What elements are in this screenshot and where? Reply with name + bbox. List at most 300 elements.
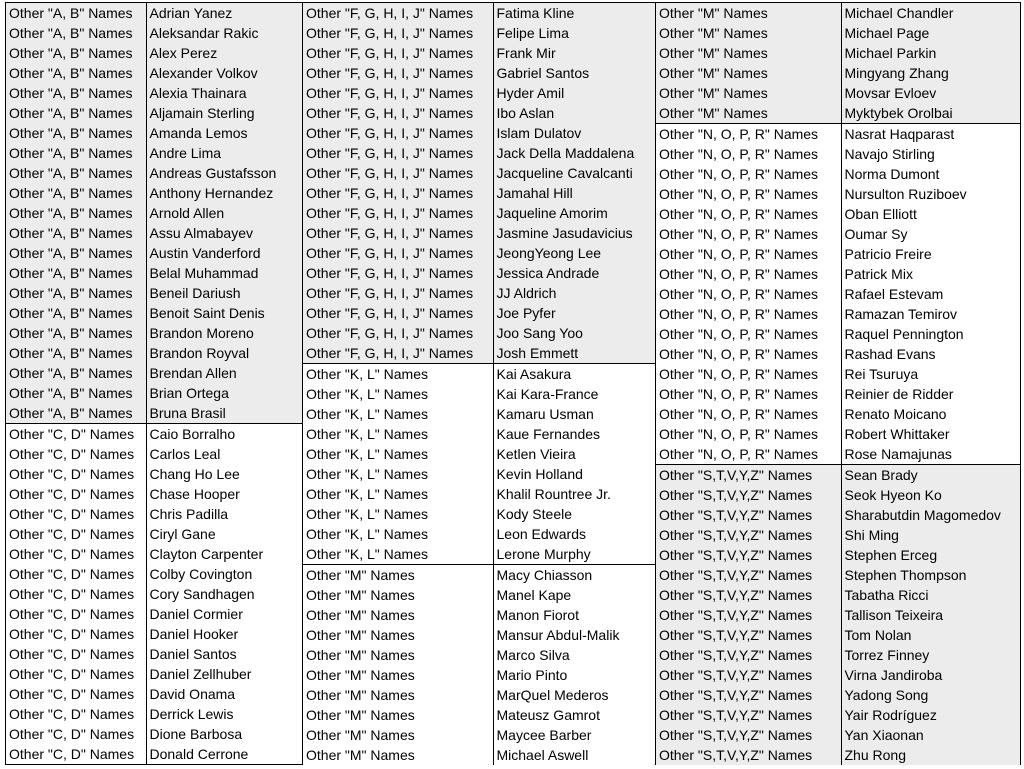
column-group-3: [655, 2, 1021, 765]
table-row: [656, 43, 1020, 63]
category-cell[interactable]: Other "N, O, P, R" Names: [656, 284, 841, 304]
category-cell[interactable]: Other "N, O, P, R" Names: [656, 224, 841, 244]
name-cell[interactable]: JJ Aldrich: [493, 283, 655, 303]
category-cell[interactable]: Other "A, B" Names: [6, 263, 146, 283]
table-row: [303, 163, 655, 183]
table-row: [656, 284, 1020, 304]
name-cell[interactable]: Macy Chiasson: [493, 565, 655, 585]
name-cell[interactable]: Jaqueline Amorim: [493, 203, 655, 223]
category-cell[interactable]: Other "F, G, H, I, J" Names: [303, 83, 493, 103]
category-cell[interactable]: Other "F, G, H, I, J" Names: [303, 243, 493, 263]
name-cell[interactable]: Felipe Lima: [493, 23, 655, 43]
name-cell[interactable]: Kaue Fernandes: [493, 424, 655, 444]
name-cell[interactable]: Andreas Gustafsson: [146, 163, 302, 183]
category-cell[interactable]: Other "S,T,V,Y,Z" Names: [656, 625, 841, 645]
name-cell[interactable]: Brandon Moreno: [146, 323, 302, 343]
name-cell[interactable]: Reinier de Ridder: [841, 384, 1020, 404]
category-cell[interactable]: Other "S,T,V,Y,Z" Names: [656, 585, 841, 605]
category-cell[interactable]: Other "F, G, H, I, J" Names: [303, 63, 493, 83]
category-cell[interactable]: Other "N, O, P, R" Names: [656, 204, 841, 224]
table-row: [303, 484, 655, 504]
name-cell[interactable]: Manon Fiorot: [493, 605, 655, 625]
name-cell[interactable]: Sean Brady: [841, 465, 1020, 485]
name-cell[interactable]: Oumar Sy: [841, 224, 1020, 244]
table-row: [303, 665, 655, 685]
name-cell[interactable]: Derrick Lewis: [146, 704, 302, 724]
name-cell[interactable]: Maycee Barber: [493, 725, 655, 745]
name-cell[interactable]: Carlos Leal: [146, 444, 302, 464]
name-cell[interactable]: Patricio Freire: [841, 244, 1020, 264]
spreadsheet: [5, 2, 1021, 767]
table-row: [656, 164, 1020, 184]
name-cell[interactable]: Colby Covington: [146, 564, 302, 584]
name-cell[interactable]: Tallison Teixeira: [841, 605, 1020, 625]
category-cell[interactable]: Other "M" Names: [656, 63, 841, 83]
table-row: [6, 263, 302, 283]
name-cell[interactable]: Mario Pinto: [493, 665, 655, 685]
table-row: [656, 324, 1020, 344]
name-cell[interactable]: Beneil Dariush: [146, 283, 302, 303]
name-cell[interactable]: Caio Borralho: [146, 424, 302, 444]
table-row: [303, 143, 655, 163]
category-cell[interactable]: Other "N, O, P, R" Names: [656, 184, 841, 204]
category-cell[interactable]: Other "K, L" Names: [303, 364, 493, 384]
name-cell[interactable]: Brandon Royval: [146, 343, 302, 363]
table-row: [303, 585, 655, 605]
category-cell[interactable]: Other "C, D" Names: [6, 744, 146, 764]
table-row: [6, 63, 302, 83]
category-cell[interactable]: Other "S,T,V,Y,Z" Names: [656, 465, 841, 485]
table-row: [656, 103, 1020, 123]
name-cell[interactable]: Ibo Aslan: [493, 103, 655, 123]
name-cell[interactable]: Yan Xiaonan: [841, 725, 1020, 745]
name-cell[interactable]: Yadong Song: [841, 685, 1020, 705]
column-group-1: [5, 2, 302, 765]
category-cell[interactable]: Other "M" Names: [656, 23, 841, 43]
name-cell[interactable]: Clayton Carpenter: [146, 544, 302, 564]
name-cell[interactable]: Cory Sandhagen: [146, 584, 302, 604]
table-row: [303, 323, 655, 343]
category-cell[interactable]: Other "N, O, P, R" Names: [656, 344, 841, 364]
name-cell[interactable]: Islam Dulatov: [493, 123, 655, 143]
category-cell[interactable]: Other "A, B" Names: [6, 303, 146, 323]
name-cell[interactable]: Alexia Thainara: [146, 83, 302, 103]
name-cell[interactable]: Navajo Stirling: [841, 144, 1020, 164]
table-row: [6, 724, 302, 744]
name-cell[interactable]: Norma Dumont: [841, 164, 1020, 184]
name-cell[interactable]: Donald Cerrone: [146, 744, 302, 764]
category-cell[interactable]: Other "K, L" Names: [303, 544, 493, 564]
table-row: [303, 725, 655, 745]
name-cell[interactable]: Yair Rodríguez: [841, 705, 1020, 725]
category-cell[interactable]: Other "K, L" Names: [303, 484, 493, 504]
category-cell[interactable]: Other "A, B" Names: [6, 183, 146, 203]
name-cell[interactable]: Stephen Thompson: [841, 565, 1020, 585]
name-cell[interactable]: Mateusz Gamrot: [493, 705, 655, 725]
category-cell[interactable]: Other "F, G, H, I, J" Names: [303, 143, 493, 163]
category-cell[interactable]: Other "F, G, H, I, J" Names: [303, 3, 493, 23]
name-cell[interactable]: Rafael Estevam: [841, 284, 1020, 304]
category-cell[interactable]: Other "C, D" Names: [6, 724, 146, 744]
table-row: [6, 604, 302, 624]
category-cell[interactable]: Other "S,T,V,Y,Z" Names: [656, 705, 841, 725]
name-cell[interactable]: Ketlen Vieira: [493, 444, 655, 464]
name-cell[interactable]: Andre Lima: [146, 143, 302, 163]
name-cell[interactable]: Tabatha Ricci: [841, 585, 1020, 605]
name-cell[interactable]: Kody Steele: [493, 504, 655, 524]
name-cell[interactable]: Michael Page: [841, 23, 1020, 43]
category-cell[interactable]: Other "A, B" Names: [6, 363, 146, 383]
category-cell[interactable]: Other "F, G, H, I, J" Names: [303, 23, 493, 43]
category-cell[interactable]: Other "A, B" Names: [6, 383, 146, 403]
name-cell[interactable]: Aleksandar Rakic: [146, 23, 302, 43]
name-cell[interactable]: Leon Edwards: [493, 524, 655, 544]
category-cell[interactable]: Other "C, D" Names: [6, 464, 146, 484]
table-row: [303, 464, 655, 484]
category-cell[interactable]: Other "K, L" Names: [303, 524, 493, 544]
name-cell[interactable]: Bruna Brasil: [146, 403, 302, 423]
category-cell[interactable]: Other "F, G, H, I, J" Names: [303, 183, 493, 203]
category-cell[interactable]: Other "S,T,V,Y,Z" Names: [656, 485, 841, 505]
category-cell[interactable]: Other "A, B" Names: [6, 323, 146, 343]
category-cell[interactable]: Other "N, O, P, R" Names: [656, 264, 841, 284]
category-cell[interactable]: Other "K, L" Names: [303, 384, 493, 404]
table-row: [6, 424, 302, 444]
name-cell[interactable]: Kai Kara-France: [493, 384, 655, 404]
category-cell[interactable]: Other "S,T,V,Y,Z" Names: [656, 565, 841, 585]
table-row: [303, 364, 655, 384]
category-cell[interactable]: Other "M" Names: [303, 725, 493, 745]
category-cell[interactable]: Other "N, O, P, R" Names: [656, 364, 841, 384]
name-cell[interactable]: Kai Asakura: [493, 364, 655, 384]
category-cell[interactable]: Other "A, B" Names: [6, 123, 146, 143]
table-row: [6, 223, 302, 243]
table-row: [6, 644, 302, 664]
category-cell[interactable]: Other "C, D" Names: [6, 684, 146, 704]
name-cell[interactable]: JeongYeong Lee: [493, 243, 655, 263]
name-cell[interactable]: David Onama: [146, 684, 302, 704]
table-row: [656, 204, 1020, 224]
table-row: [6, 624, 302, 644]
name-cell[interactable]: Patrick Mix: [841, 264, 1020, 284]
table-row: [303, 123, 655, 143]
category-cell[interactable]: Other "F, G, H, I, J" Names: [303, 203, 493, 223]
table-row: [6, 203, 302, 223]
name-cell[interactable]: Rei Tsuruya: [841, 364, 1020, 384]
table-row: [6, 704, 302, 724]
name-cell[interactable]: Chris Padilla: [146, 504, 302, 524]
table-row: [656, 63, 1020, 83]
name-cell[interactable]: Michael Parkin: [841, 43, 1020, 63]
category-cell[interactable]: Other "A, B" Names: [6, 43, 146, 63]
name-cell[interactable]: Jack Della Maddalena: [493, 143, 655, 163]
category-cell[interactable]: Other "A, B" Names: [6, 283, 146, 303]
category-cell[interactable]: Other "K, L" Names: [303, 444, 493, 464]
category-cell[interactable]: Other "N, O, P, R" Names: [656, 304, 841, 324]
category-cell[interactable]: Other "A, B" Names: [6, 3, 146, 23]
category-cell[interactable]: Other "M" Names: [303, 685, 493, 705]
name-cell[interactable]: Jessica Andrade: [493, 263, 655, 283]
category-cell[interactable]: Other "A, B" Names: [6, 343, 146, 363]
category-cell[interactable]: Other "M" Names: [656, 103, 841, 123]
category-cell[interactable]: Other "S,T,V,Y,Z" Names: [656, 605, 841, 625]
name-cell[interactable]: Rose Namajunas: [841, 444, 1020, 464]
table-row: [303, 384, 655, 404]
table-row: [6, 3, 302, 23]
name-cell[interactable]: Stephen Erceg: [841, 545, 1020, 565]
category-cell[interactable]: Other "M" Names: [303, 745, 493, 765]
name-cell[interactable]: Joo Sang Yoo: [493, 323, 655, 343]
category-cell[interactable]: Other "K, L" Names: [303, 424, 493, 444]
table-row: [656, 485, 1020, 505]
category-cell[interactable]: Other "F, G, H, I, J" Names: [303, 343, 493, 363]
category-cell[interactable]: Other "N, O, P, R" Names: [656, 124, 841, 144]
table-row: [303, 504, 655, 524]
category-cell[interactable]: Other "M" Names: [303, 665, 493, 685]
table-row: [656, 725, 1020, 745]
table-row: [656, 605, 1020, 625]
table-row: [303, 263, 655, 283]
category-cell[interactable]: Other "N, O, P, R" Names: [656, 244, 841, 264]
category-cell[interactable]: Other "C, D" Names: [6, 704, 146, 724]
category-cell[interactable]: Other "S,T,V,Y,Z" Names: [656, 725, 841, 745]
table-row: [6, 343, 302, 363]
name-cell[interactable]: Daniel Santos: [146, 644, 302, 664]
category-cell[interactable]: Other "N, O, P, R" Names: [656, 164, 841, 184]
category-cell[interactable]: Other "S,T,V,Y,Z" Names: [656, 685, 841, 705]
category-cell[interactable]: Other "N, O, P, R" Names: [656, 384, 841, 404]
name-cell[interactable]: Daniel Hooker: [146, 624, 302, 644]
table-row: [303, 43, 655, 63]
table-row: [656, 3, 1020, 23]
table-row: [6, 524, 302, 544]
category-cell[interactable]: Other "K, L" Names: [303, 464, 493, 484]
category-cell[interactable]: Other "S,T,V,Y,Z" Names: [656, 505, 841, 525]
category-cell[interactable]: Other "M" Names: [656, 3, 841, 23]
category-cell[interactable]: Other "F, G, H, I, J" Names: [303, 263, 493, 283]
table-row: [303, 745, 655, 765]
name-cell[interactable]: Joe Pyfer: [493, 303, 655, 323]
category-cell[interactable]: Other "F, G, H, I, J" Names: [303, 123, 493, 143]
name-cell[interactable]: Brian Ortega: [146, 383, 302, 403]
category-cell[interactable]: Other "F, G, H, I, J" Names: [303, 43, 493, 63]
name-cell[interactable]: Dione Barbosa: [146, 724, 302, 744]
table-row: [656, 705, 1020, 725]
name-cell[interactable]: Arnold Allen: [146, 203, 302, 223]
name-cell[interactable]: Jasmine Jasudavicius: [493, 223, 655, 243]
name-cell[interactable]: Anthony Hernandez: [146, 183, 302, 203]
category-cell[interactable]: Other "C, D" Names: [6, 664, 146, 684]
name-cell[interactable]: Kamaru Usman: [493, 404, 655, 424]
name-cell[interactable]: Rashad Evans: [841, 344, 1020, 364]
table-row: [656, 83, 1020, 103]
name-block: [303, 364, 655, 565]
name-cell[interactable]: Seok Hyeon Ko: [841, 485, 1020, 505]
name-cell[interactable]: Ciryl Gane: [146, 524, 302, 544]
name-cell[interactable]: Marco Silva: [493, 645, 655, 665]
category-cell[interactable]: Other "A, B" Names: [6, 103, 146, 123]
table-row: [303, 404, 655, 424]
category-cell[interactable]: Other "K, L" Names: [303, 404, 493, 424]
name-cell[interactable]: Josh Emmett: [493, 343, 655, 363]
name-cell[interactable]: Aljamain Sterling: [146, 103, 302, 123]
table-row: [303, 605, 655, 625]
name-cell[interactable]: Renato Moicano: [841, 404, 1020, 424]
category-cell[interactable]: Other "N, O, P, R" Names: [656, 404, 841, 424]
table-row: [6, 744, 302, 764]
category-cell[interactable]: Other "M" Names: [303, 645, 493, 665]
table-row: [6, 183, 302, 203]
category-cell[interactable]: Other "N, O, P, R" Names: [656, 324, 841, 344]
name-cell[interactable]: Michael Aswell: [493, 745, 655, 765]
category-cell[interactable]: Other "K, L" Names: [303, 504, 493, 524]
category-cell[interactable]: Other "M" Names: [303, 605, 493, 625]
table-row: [656, 184, 1020, 204]
name-cell[interactable]: Mansur Abdul-Malik: [493, 625, 655, 645]
table-row: [6, 544, 302, 564]
category-cell[interactable]: Other "M" Names: [303, 565, 493, 585]
category-cell[interactable]: Other "C, D" Names: [6, 484, 146, 504]
name-cell[interactable]: Ramazan Temirov: [841, 304, 1020, 324]
category-cell[interactable]: Other "F, G, H, I, J" Names: [303, 223, 493, 243]
category-cell[interactable]: Other "M" Names: [656, 83, 841, 103]
name-cell[interactable]: Myktybek Orolbai: [841, 103, 1020, 123]
name-cell[interactable]: Benoit Saint Denis: [146, 303, 302, 323]
name-cell[interactable]: Oban Elliott: [841, 204, 1020, 224]
table-row: [303, 63, 655, 83]
name-cell[interactable]: Shi Ming: [841, 525, 1020, 545]
name-cell[interactable]: Mingyang Zhang: [841, 63, 1020, 83]
table-row: [656, 144, 1020, 164]
name-cell[interactable]: Khalil Rountree Jr.: [493, 484, 655, 504]
category-cell[interactable]: Other "S,T,V,Y,Z" Names: [656, 665, 841, 685]
table-row: [656, 565, 1020, 585]
name-cell[interactable]: Lerone Murphy: [493, 544, 655, 564]
table-row: [656, 745, 1020, 765]
name-cell[interactable]: Movsar Evloev: [841, 83, 1020, 103]
category-cell[interactable]: Other "A, B" Names: [6, 143, 146, 163]
name-cell[interactable]: Nursulton Ruziboev: [841, 184, 1020, 204]
name-cell[interactable]: Austin Vanderford: [146, 243, 302, 263]
name-cell[interactable]: Robert Whittaker: [841, 424, 1020, 444]
category-cell[interactable]: Other "C, D" Names: [6, 624, 146, 644]
category-cell[interactable]: Other "A, B" Names: [6, 163, 146, 183]
category-cell[interactable]: Other "F, G, H, I, J" Names: [303, 283, 493, 303]
category-cell[interactable]: Other "S,T,V,Y,Z" Names: [656, 745, 841, 765]
name-cell[interactable]: Amanda Lemos: [146, 123, 302, 143]
category-cell[interactable]: Other "N, O, P, R" Names: [656, 424, 841, 444]
table-row: [303, 283, 655, 303]
category-cell[interactable]: Other "N, O, P, R" Names: [656, 144, 841, 164]
name-cell[interactable]: Assu Almabayev: [146, 223, 302, 243]
table-row: [303, 424, 655, 444]
category-cell[interactable]: Other "M" Names: [303, 625, 493, 645]
category-cell[interactable]: Other "M" Names: [303, 705, 493, 725]
category-cell[interactable]: Other "F, G, H, I, J" Names: [303, 103, 493, 123]
category-cell[interactable]: Other "A, B" Names: [6, 63, 146, 83]
name-cell[interactable]: Jamahal Hill: [493, 183, 655, 203]
category-cell[interactable]: Other "S,T,V,Y,Z" Names: [656, 545, 841, 565]
name-cell[interactable]: Fatima Kline: [493, 3, 655, 23]
category-cell[interactable]: Other "F, G, H, I, J" Names: [303, 163, 493, 183]
category-cell[interactable]: Other "M" Names: [303, 585, 493, 605]
category-cell[interactable]: Other "C, D" Names: [6, 424, 146, 444]
name-cell[interactable]: Torrez Finney: [841, 645, 1020, 665]
table-row: [303, 103, 655, 123]
category-cell[interactable]: Other "C, D" Names: [6, 564, 146, 584]
table-row: [656, 685, 1020, 705]
name-block: [6, 424, 302, 764]
category-cell[interactable]: Other "S,T,V,Y,Z" Names: [656, 525, 841, 545]
category-cell[interactable]: Other "A, B" Names: [6, 23, 146, 43]
name-cell[interactable]: Brendan Allen: [146, 363, 302, 383]
name-cell[interactable]: Chase Hooper: [146, 484, 302, 504]
table-row: [656, 404, 1020, 424]
category-cell[interactable]: Other "A, B" Names: [6, 243, 146, 263]
name-cell[interactable]: Gabriel Santos: [493, 63, 655, 83]
name-cell[interactable]: Tom Nolan: [841, 625, 1020, 645]
name-cell[interactable]: Kevin Holland: [493, 464, 655, 484]
category-cell[interactable]: Other "A, B" Names: [6, 403, 146, 423]
table-row: [656, 344, 1020, 364]
name-cell[interactable]: Nasrat Haqparast: [841, 124, 1020, 144]
category-cell[interactable]: Other "A, B" Names: [6, 223, 146, 243]
name-cell[interactable]: Daniel Cormier: [146, 604, 302, 624]
name-cell[interactable]: MarQuel Mederos: [493, 685, 655, 705]
category-cell[interactable]: Other "C, D" Names: [6, 604, 146, 624]
category-cell[interactable]: Other "C, D" Names: [6, 504, 146, 524]
name-cell[interactable]: Virna Jandiroba: [841, 665, 1020, 685]
table-row: [303, 685, 655, 705]
name-cell[interactable]: Sharabutdin Magomedov: [841, 505, 1020, 525]
table-row: [656, 384, 1020, 404]
table-row: [656, 264, 1020, 284]
category-cell[interactable]: Other "C, D" Names: [6, 644, 146, 664]
name-cell[interactable]: Daniel Zellhuber: [146, 664, 302, 684]
table-row: [6, 464, 302, 484]
category-cell[interactable]: Other "C, D" Names: [6, 584, 146, 604]
name-cell[interactable]: Adrian Yanez: [146, 3, 302, 23]
table-row: [6, 403, 302, 423]
category-cell[interactable]: Other "A, B" Names: [6, 83, 146, 103]
name-cell[interactable]: Belal Muhammad: [146, 263, 302, 283]
name-cell[interactable]: Frank Mir: [493, 43, 655, 63]
table-row: [6, 163, 302, 183]
table-row: [303, 203, 655, 223]
category-cell[interactable]: Other "N, O, P, R" Names: [656, 444, 841, 464]
name-cell[interactable]: Raquel Pennington: [841, 324, 1020, 344]
category-cell[interactable]: Other "M" Names: [656, 43, 841, 63]
category-cell[interactable]: Other "C, D" Names: [6, 524, 146, 544]
name-cell[interactable]: Hyder Amil: [493, 83, 655, 103]
category-cell[interactable]: Other "S,T,V,Y,Z" Names: [656, 645, 841, 665]
category-cell[interactable]: Other "F, G, H, I, J" Names: [303, 303, 493, 323]
name-cell[interactable]: Alexander Volkov: [146, 63, 302, 83]
name-cell[interactable]: Jacqueline Cavalcanti: [493, 163, 655, 183]
name-cell[interactable]: Michael Chandler: [841, 3, 1020, 23]
name-cell[interactable]: Zhu Rong: [841, 745, 1020, 765]
category-cell[interactable]: Other "F, G, H, I, J" Names: [303, 323, 493, 343]
category-cell[interactable]: Other "C, D" Names: [6, 544, 146, 564]
name-cell[interactable]: Manel Kape: [493, 585, 655, 605]
name-cell[interactable]: Chang Ho Lee: [146, 464, 302, 484]
table-row: [6, 323, 302, 343]
category-cell[interactable]: Other "C, D" Names: [6, 444, 146, 464]
category-cell[interactable]: Other "A, B" Names: [6, 203, 146, 223]
table-row: [656, 244, 1020, 264]
name-cell[interactable]: Alex Perez: [146, 43, 302, 63]
table-row: [303, 645, 655, 665]
